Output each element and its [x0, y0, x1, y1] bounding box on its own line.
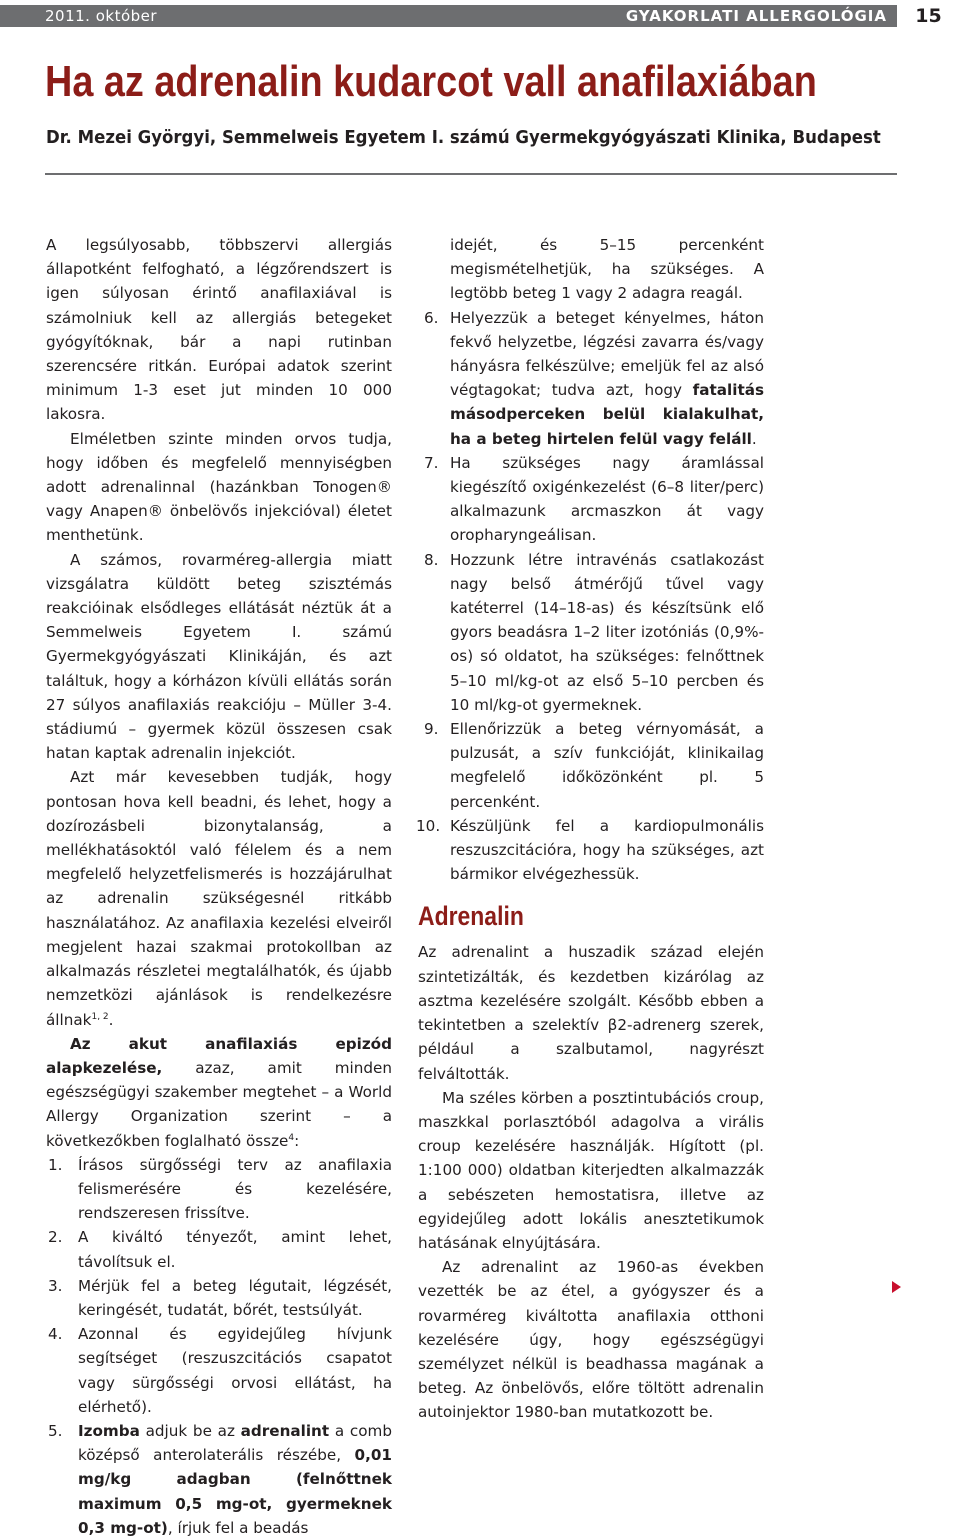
treatment-list [46, 1153, 392, 1540]
paragraph [46, 1032, 392, 1153]
bold-lead: Az akut anafilaxiás epizód alapkezelése, [46, 1034, 392, 1077]
list-number: 7. [424, 453, 439, 472]
list-number: 2. [48, 1228, 63, 1247]
header-divider [45, 173, 897, 175]
section-name: GYAKORLATI ALLERGOLÓGIA [625, 7, 887, 25]
paragraph: Elméletben szinte minden orvos tudja, hogy időben és megfelelő mennyiségben adott adrenalinnal (hazánkban Tonogen® vagy Anapen® önbelövős injekcióval) életet menthetünk. [46, 429, 392, 545]
list-item [418, 306, 764, 451]
citation: 4 [288, 1132, 295, 1143]
paragraph: A legsúlyosabb, többszervi allergiás állapotként felfogható, a légzőrendszert is igen súlyosan érintő anafilaxiával is számolniuk kell az allergiás betegeket gyógyítóknak, bár a napi rutinban szerencsére ritkán. Európai adatok szerint minimum 1-3 eset jut minden 10 000 lakosra. [46, 236, 392, 424]
list-item [46, 1419, 392, 1540]
section-heading: Adrenalin [418, 901, 524, 932]
list-text: , írjuk fel a beadás [167, 1518, 309, 1537]
list-number: 8. [424, 550, 439, 569]
list-text: adjuk be az [139, 1421, 241, 1440]
list-item [46, 1274, 392, 1322]
list-text: Ellenőrizzük a beteg vérnyomását, a pulzusát, a szív funkcióját, klinikailag megfelelő időközönként pl. 5 percenként. [450, 720, 764, 811]
list-continuation: idejét, és 5–15 percenként megismételhetjük, ha szükséges. A legtöbb beteg 1 vagy 2 adagra reagál. [450, 236, 764, 303]
bold-text: fatalitás másodperceken belül kialakulhat, ha a beteg hirtelen felül vagy feláll [450, 381, 764, 448]
list-item [46, 1225, 392, 1273]
paragraph: A számos, rovarméreg-allergia miatt vizsgálatra küldött beteg szisztémás reakcióinak elsődleges ellátását néztük át a Semmelweis Egyetem I. számú Gyermekgyógyászati Klinikáján, és azt találtuk, hogy a kórházon kívüli ellátás során 27 súlyos anafilaxiás reakcióju – Müller 3-4. stádiumú – gyermek közül összesen csak hatan kaptak adrenalin injekciót. [46, 550, 392, 763]
header-bar [0, 5, 897, 27]
list-item [418, 814, 764, 887]
list-text: Azonnal és egyidejűleg hívjunk segítséget (reszuszcitációs csapatot vagy sürgősségi orvosi ellátást, ha elérhető). [78, 1325, 392, 1416]
paragraph: Az adrenalint a huszadik század elején szintetizálták, és kezdetben kizárólag az asztma kezelésére szolgált. Később ebben a tekintetben a szelektív β2-adrenerg szerek, például a szalbutamol, nagyrészt felváltották. [418, 943, 764, 1083]
paragraph: Ma széles körben a posztintubációs croup, maszkkal porlasztóból adagolva a virális croup kezelésére használják. Hígított (pl. 1:100 000) oldatban kiterjedten alkalmazzák a sebészeten hemostatisra, illetve az egyidejűleg adott lokális anesztetikumok hatásának elnyújtására. [418, 1088, 764, 1252]
citation: 1, 2 [91, 1011, 109, 1022]
list-item [418, 451, 764, 548]
list-item [418, 548, 764, 717]
list-number: 3. [48, 1276, 63, 1295]
list-text: a comb középső anterolaterális részébe, [78, 1421, 392, 1465]
list-item [46, 1153, 392, 1226]
paragraph: Az adrenalint az 1960-as években vezették be az étel, a gyógyszer és a rovarméreg kiváltotta anafilaxia otthoni kezelésére úgy, hogy egészségügyi személyzet nélkül is beadhassa magának a beteg. Az önbelövős, előre töltött adrenalin autoinjektor 1980-ban mutatkozott be. [418, 1258, 764, 1422]
list-item [46, 1322, 392, 1419]
list-number: 1. [48, 1155, 63, 1174]
list-number: 4. [48, 1325, 63, 1344]
bold-text: adrenalint [240, 1421, 330, 1440]
bold-text: Izomba [78, 1421, 140, 1440]
list-text: Ha szükséges nagy áramlással kiegészítő oxigénkezelést (6–8 liter/perc) alkalmazunk arcmaszkon át vagy oropharyngeálisan. [450, 453, 764, 545]
list-text: A kiváltó tényezőt, amint lehet, távolítsuk el. [78, 1228, 392, 1271]
punctuation: . [108, 1010, 114, 1029]
list-number: 10. [416, 816, 441, 835]
list-number: 9. [424, 720, 439, 739]
list-text: . [751, 429, 757, 448]
left-column [46, 233, 392, 1540]
list-number: 6. [424, 308, 439, 327]
right-column [418, 233, 764, 1425]
list-text: Írásos sürgősségi terv az anafilaxia felismerésére és kezelésére, rendszeresen frissítve. [78, 1155, 392, 1223]
list-item [418, 717, 764, 814]
treatment-list-continued [418, 306, 764, 887]
bold-text: 0,01 mg/kg adagban (felnőttnek maximum 0,5 mg-ot, gyermeknek 0,3 mg-ot) [78, 1446, 392, 1537]
issue-date: 2011. október [45, 7, 158, 25]
list-text: Helyezzük a beteget kényelmes, háton fekvő helyzetbe, légzési zavarra és/vagy hányásra felkészülve; emeljük fel az alsó végtagokat; tudva azt, hogy [450, 308, 764, 400]
punctuation: : [294, 1131, 300, 1150]
arrow-right-icon [892, 1281, 901, 1293]
article-title: Ha az adrenalin kudarcot vall anafilaxiában [45, 57, 817, 106]
list-number: 5. [48, 1421, 63, 1440]
list-text: Készüljünk fel a kardiopulmonális reszuszcitációra, hogy ha szükséges, azt bármikor elvégezhessük. [450, 816, 764, 884]
paragraph-text: Azt már kevesebben tudják, hogy pontosan hova kell beadni, és lehet, hogy a dozírozásbeli bizonytalanság, a mellékhatásoktól való félelem és a nem megfelelő helyzetfelismerés is hozzájárulhat az adrenalin szükségesnél ritkább használatához. Az anafilaxia kezelési elveiről megjelent hazai szakmai protokollban az alkalmazás részletei megtalálhatók, és újabb nemzetközi ajánlások is rendelkezésre állnak [46, 768, 392, 1029]
paragraph-text: azaz, amit minden egészségügyi szakember megtehet – a World Allergy Organization szerint – a következőkben foglalható össze [46, 1058, 392, 1150]
article-author: Dr. Mezei Györgyi, Semmelweis Egyetem I. számú Gyermekgyógyászati Klinika, Budapest [46, 127, 881, 148]
paragraph [46, 765, 392, 1031]
list-text: Hozzunk létre intravénás csatlakozást nagy belső átmérőjű tűvel vagy katéterrel (14–18-as) és készítsünk elő gyors beadásra 1–2 liter izotóniás (0,9%-os) só oldatot, ha szükséges: felnőttnek 5–10 ml/kg-ot az első 5–10 percben és 10 ml/kg-ot gyermeknek. [450, 550, 764, 714]
page-number: 15 [915, 5, 942, 27]
list-text: Mérjük fel a beteg légutait, légzését, keringését, tudatát, bőrét, testsúlyát. [78, 1276, 392, 1319]
